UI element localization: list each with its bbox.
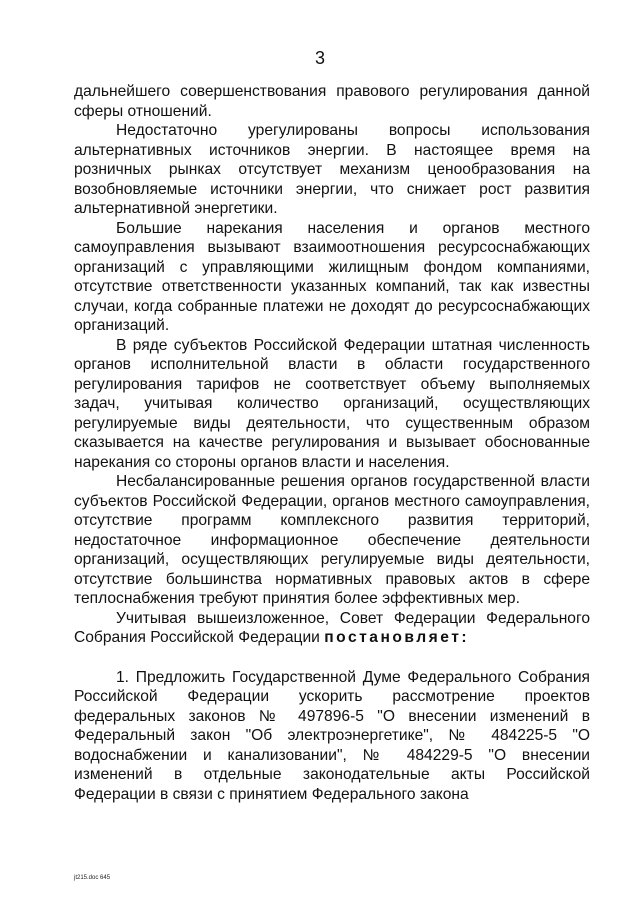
paragraph-item-1: 1. Предложить Государственной Думе Федерального Собрания Российской Федерации ускорить рассмотрение проектов федеральных законов № 497896-5 "О внесении изменений в Федеральный закон "Об электроэнергетике", № 484225-5 "О водоснабжении и канализовании", № 484229-5 "О внесении изменений в отдельные законодательные акты Российской Федерации в связи с принятием Федерального закона [74, 668, 590, 803]
paragraph-tariff-regulation: В ряде субъектов Российской Федерации штатная численность органов исполнительной власти в области государственного регулирования тарифов не соответствует объему выполняемых задач, учитывая количество организаций, осуществляющих регулируемые виды деятельности, что существенным образом сказывается на качестве регулирования и вызывает обоснованные нарекания со стороны органов власти и населения. [74, 336, 590, 471]
paragraph-unbalanced-decisions: Несбалансированные решения органов государственной власти субъектов Российской Федерации, органов местного самоуправления, отсутствие программ комплексного развития территорий, недостаточное информационное обеспечение деятельности организаций, осуществляющих регулируемые виды деятельности, отсутствие большинства нормативных правовых актов в сфере теплоснабжения требуют принятия более эффективных мер. [74, 473, 590, 607]
paragraph-gap [74, 648, 590, 668]
resolution-keyword: постановляет: [324, 629, 470, 646]
paragraph-resolution [74, 609, 590, 648]
paragraph-alternative-energy: Недостаточно урегулированы вопросы использования альтернативных источников энергии. В настоящее время на розничных рынках отсутствует механизм ценообразования на возобновляемые источники энергии, что снижает рост развития альтернативной энергетики. [74, 122, 590, 217]
page-number: 3 [314, 48, 325, 68]
resolution-intro: Учитывая вышеизложенное, Совет Федерации Федерального Собрания Российской Федерации [74, 609, 590, 646]
document-body [74, 82, 590, 804]
paragraph-continuation: дальнейшего совершенствования правового регулирования данной сферы отношений. [74, 83, 590, 120]
footer-file-reference: jt215.doc 645 [74, 875, 111, 881]
paragraph-resource-supply: Большие нарекания населения и органов местного самоуправления вызывают взаимоотношения ресурсоснабжающих организаций с управляющими жилищным фондом компаниями, отсутствие ответственности указанных компаний, так как известны случаи, когда собранные платежи не доходят до ресурсоснабжающих организаций. [74, 219, 590, 334]
